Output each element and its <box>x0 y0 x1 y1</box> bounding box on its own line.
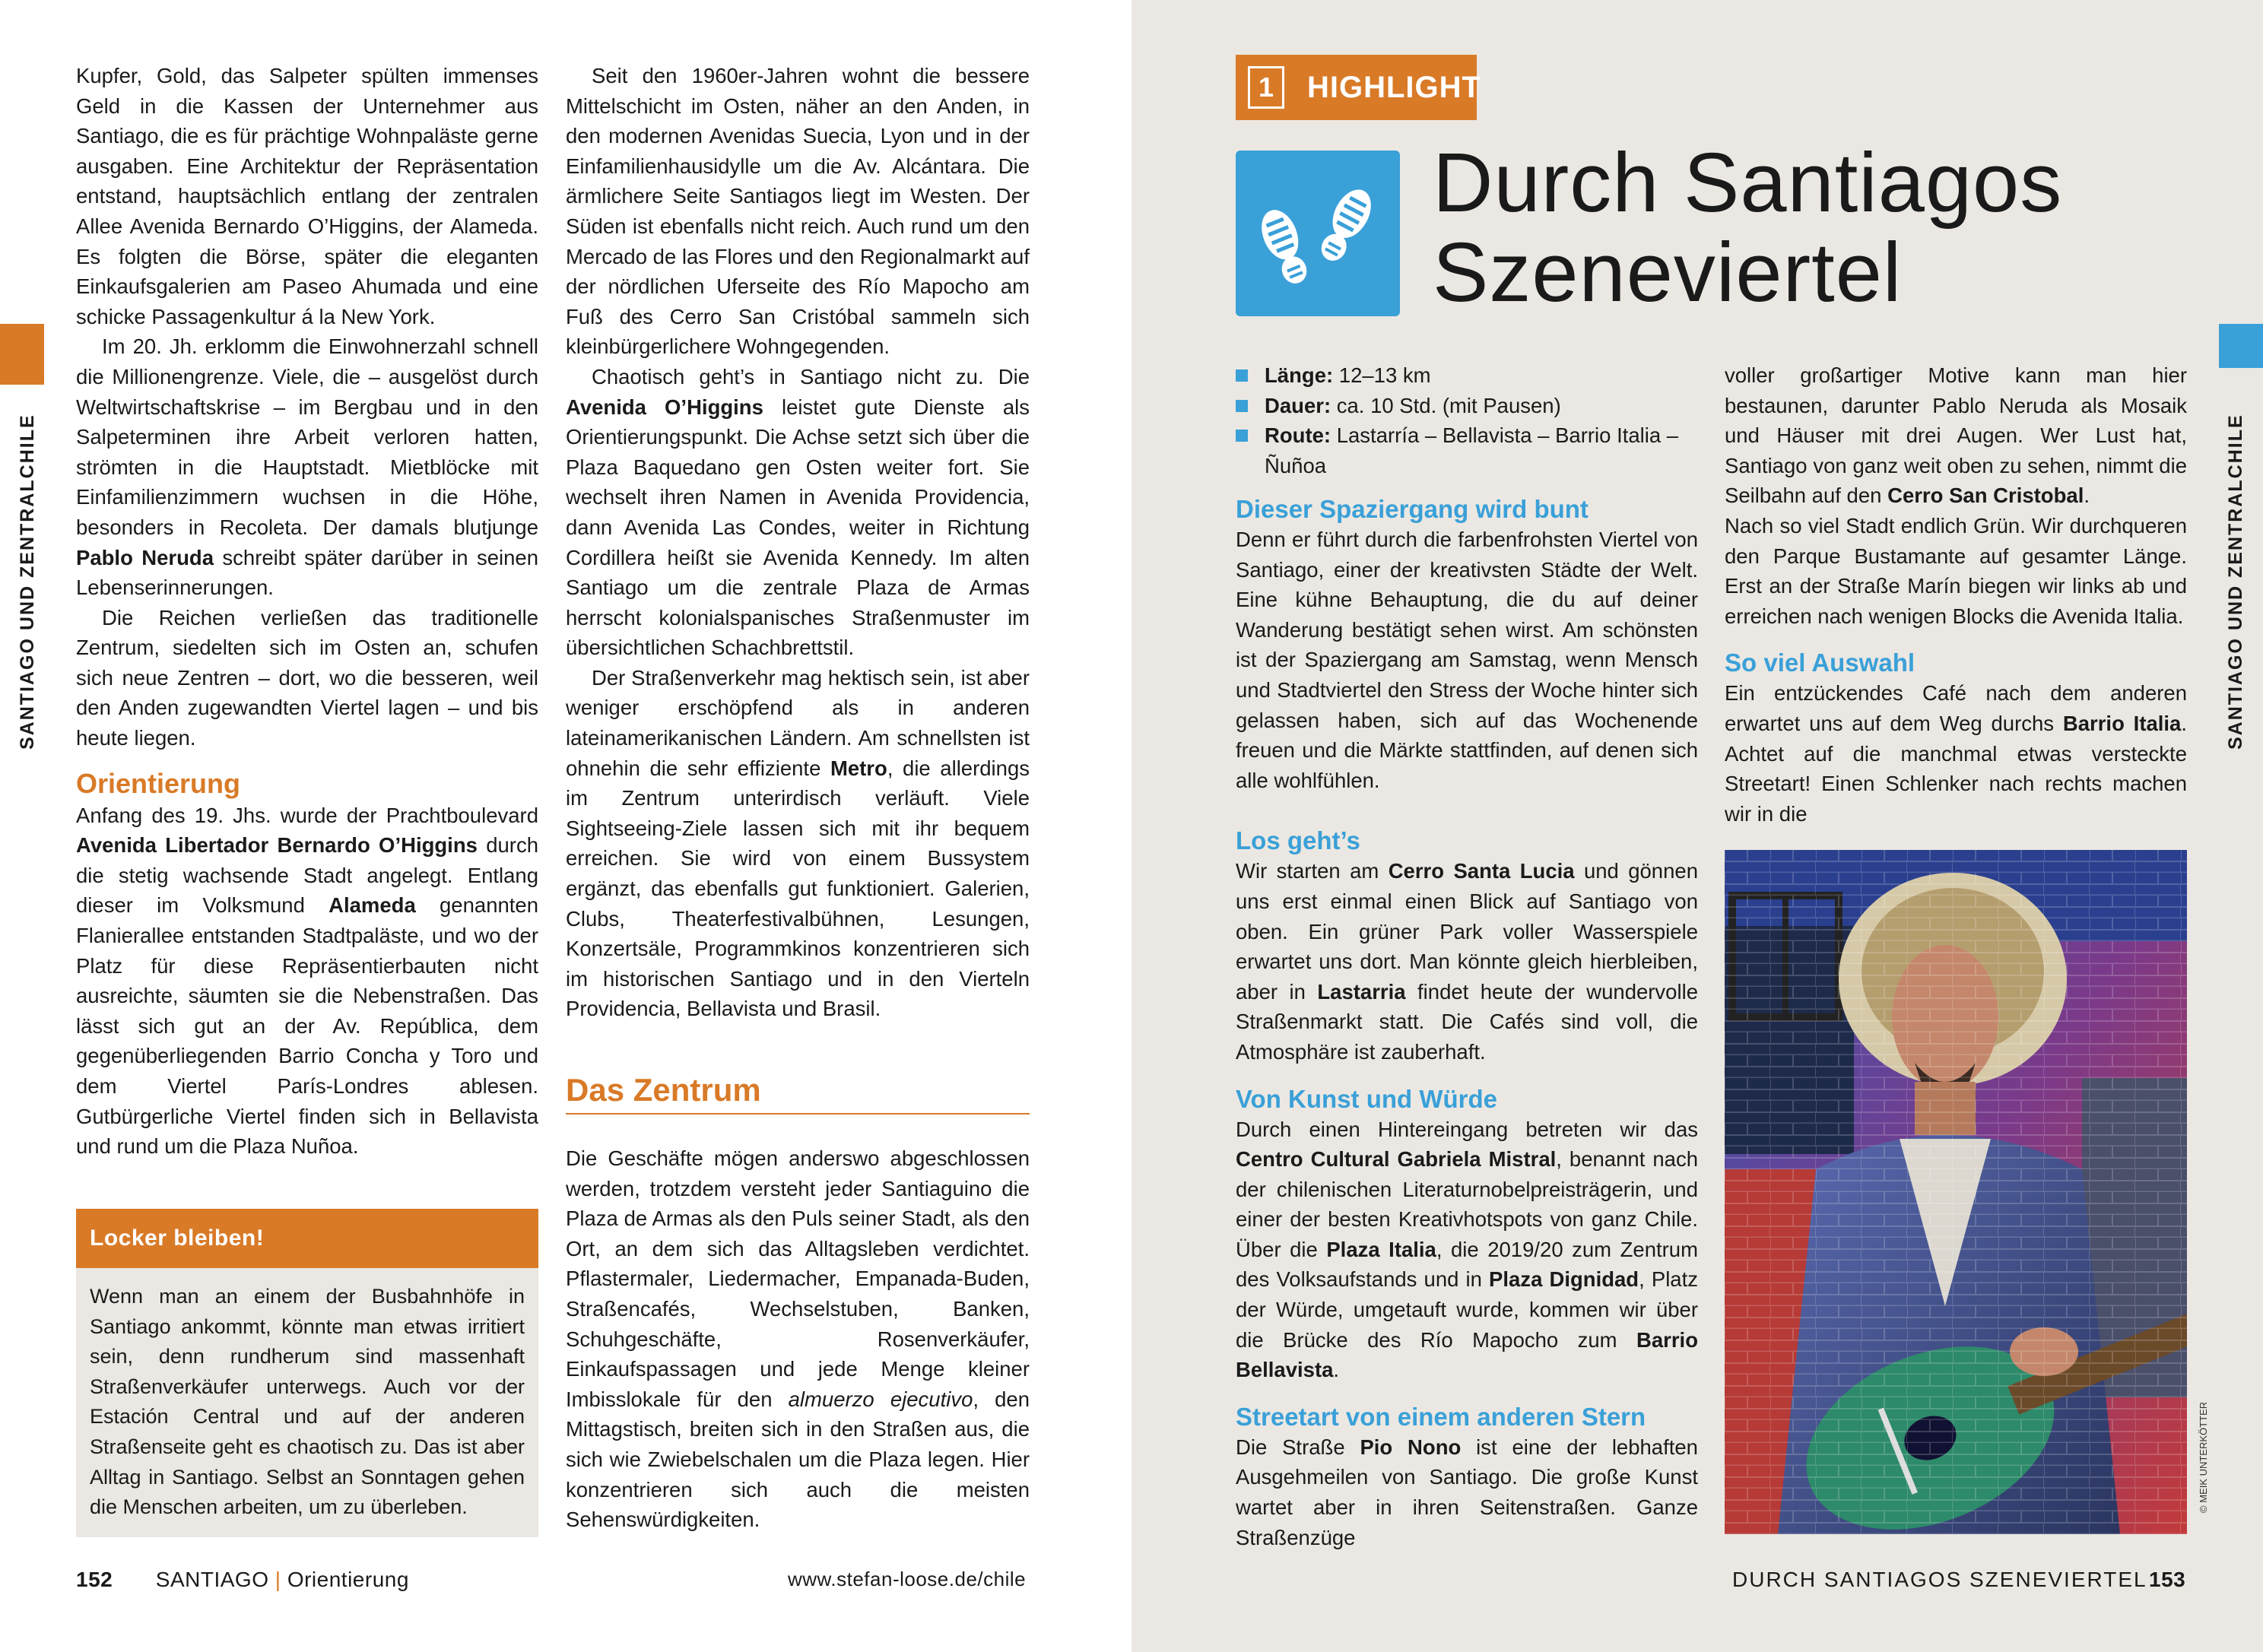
left-column-1 <box>76 61 538 1162</box>
section-heading: So viel Auswahl <box>1725 648 1915 677</box>
right-column-2 <box>1725 360 2187 829</box>
section-heading: Streetart von einem anderen Stern <box>1236 1402 1646 1431</box>
paragraph: Die Geschäfte mögen anderswo abgeschlossen werden, trotzdem versteht jeder Santiaguino die Plaza de Armas als den Puls seiner Stadt, als den Ort, an dem sich das Alltagsleben verdichtet. Pflastermaler, Liedermacher, Empanada-Buden, Straßencafés, Wechselstuben, Banken, Schuhgeschäfte, Rosenverkäufer, Einkaufspassagen und jede Menge kleiner Imbisslokale für den almuerzo ejecutivo, den Mittagstisch, breiten sich in den Straßen aus, die sich wie Zwiebelschalen um die Plaza legen. Hier konzentrieren sich auch die meisten Sehenswürdigkeiten. <box>566 1146 1030 1532</box>
paragraph: Wir starten am Cerro Santa Lucia und gönnen uns erst einmal einen Blick auf Santiago von oben. Ein grüner Park voller Wasserspiele erwartet uns dort. Man könnte gleich hierbleiben, aber in Lastarria findet heute der wundervolle Straßenmarkt statt. Die Cafés sind voll, die Atmosphäre ist zauberhaft. <box>1236 859 1698 1064</box>
paragraph: Die Reichen verließen das traditionelle Zentrum, siedelten sich im Osten an, schufen sich neue Zentren – dort, wo die besseren, weil den Anden zugewandten Viertel lagen – und bis heute liegen. <box>76 605 538 750</box>
paragraph: Seit den 1960er-Jahren wohnt die bessere Mittelschicht im Osten, näher an den Anden, in den modernen Avenidas Suecia, Lyon und in der Einfamilienhausidylle um die Av. Alcántara. Die ärmlichere Seite Santiagos liegt im Westen. Der Süden ist ebenfalls nicht reich. Auch rund um den Mercado de las Flores und den Regionalmarkt auf der nördlichen Uferseite des Río Mapocho am Fuß des Cerro San Cristóbal sammeln sich kleinbürgerlichere Wohngegenden. <box>566 64 1030 359</box>
paragraph: Kupfer, Gold, das Salpeter spülten immenses Geld in die Kassen der Unternehmer aus Santiago, die es für prächtige Wohnpaläste gerne ausgaben. Eine Architektur der Repräsentation entstand, hauptsächlich entlang der zentralen Allee Avenida Bernardo O’Higgins, der Alameda. Es folgten die Börse, später die eleganten Einkaufsgalerien am Paseo Ahumada und eine schicke Passagenkultur á la New York. <box>76 64 538 328</box>
chapter-side-label: SANTIAGO UND ZENTRALCHILE <box>17 414 38 750</box>
tip-box <box>76 1209 538 1537</box>
paragraph: Chaotisch geht’s in Santiago nicht zu. Die Avenida O’Higgins leistet gute Dienste als Orientierungspunkt. Die Achse setzt sich über die Plaza Baquedano gen Osten weiter fort. Sie wechselt ihren Namen in Avenida Providencia, dann Avenida Las Condes, weiter in Richtung Cordillera heißt sie Avenida Kennedy. Im alten Santiago um die zentrale Plaza de Armas herrscht kolonialspanisches Straßenmuster im übersichtlichen Schachbrettstil. <box>566 364 1030 660</box>
left-footer <box>76 1568 409 1592</box>
left-column-2-lower <box>566 1143 1030 1535</box>
paragraph: Denn er führt durch die farbenfrohsten Viertel von Santiago, einer der kreativsten Städte der Welt. Eine kühne Behauptung, die du auf deiner Wanderung bestätigt sehen wirst. Am schönsten ist der Spaziergang am Samstag, wenn Mensch und Stadtviertel den Stress der Woche hinter sich gelassen haben, sich auf das Wochenende freuen und die Märkte stattfinden, auf denen sich alle wohlfühlen. <box>1236 528 1698 792</box>
route-facts <box>1236 360 1692 480</box>
tip-box-text: Wenn man an einem der Busbahnhöfe in Santiago ankommt, könnte man etwas irritiert sein, denn rundherum sind massenhaft Straßenverkäufer unterwegs. Auch vor der Estación Central und auf der anderen Straßenseite geht es chaotisch zu. Das ist aber Alltag in Santiago. Selbst an Sonntagen gehen die Menschen arbeiten, um zu überleben. <box>90 1285 525 1519</box>
paragraph: Der Straßenverkehr mag hektisch sein, ist aber weniger erschöpfend als in anderen lateinamerikanischen Ländern. Am schnellsten ist ohnehin die sehr effiziente Metro, die allerdings im Zentrum unterirdisch verläuft. Viele Sightseeing-Ziele lassen sich mit ihr bequem erreichen. Sie wird von einem Bussystem ergänzt, das ebenfalls gut funktioniert. Galerien, Clubs, Theaterfestivalbühnen, Lesungen, Konzertsäle, Programmkinos konzentrieren sich im historischen Santiago und in den Vierteln Providencia, Bellavista und Brasil. <box>566 665 1030 1021</box>
paragraph: Im 20. Jh. erklomm die Einwohnerzahl schnell die Millionengrenze. Viele, die – ausgelöst durch Weltwirtschaftskrise – im Bergbau und in den Salpeterminen ihre Arbeit verloren hatten, strömten in die Hauptstadt. Mietblöcke mit Einfamilienzimmern wuchsen in die Höhe, besonders in Recoleta. Der damals blutjunge Pablo Neruda schreibt später darüber in seinen Lebenserinnerungen. <box>76 335 538 600</box>
left-column-2 <box>566 61 1030 1024</box>
paragraph: Anfang des 19. Jhs. wurde der Prachtboulevard Avenida Libertador Bernardo O’Higgins durch die stetig wachsende Stadt angelegt. Entlang dieser im Volksmund Alameda genannten Flanierallee entstanden Stadtpaläste, und wo der Platz für diese Repräsentierbauten nicht ausreichte, säumten sie die Nebenstraßen. Das lässt sich gut an der Av. República, dem gegenüberliegenden Barrio Concha y Toro und dem Viertel París-Londres ablesen. Gutbürgerliche Viertel finden sich in Bellavista und rund um die Plaza Nuñoa. <box>76 803 539 1159</box>
highlight-badge <box>1236 55 1481 120</box>
page-number: 152 <box>76 1568 113 1591</box>
fact-route: Route: Lastarría – Bellavista – Barrio Italia – Ñuñoa <box>1236 420 1692 480</box>
footer-subsection: Orientierung <box>287 1568 409 1591</box>
highlight-number: 1 <box>1248 66 1284 109</box>
chapter-tab <box>2219 324 2263 368</box>
paragraph: Ein entzückendes Café nach dem anderen erwartet uns auf dem Weg durchs Barrio Italia. Achtet auf die manchmal etwas versteckte Streetart! Einen Schlenker nach rechts machen wir in die <box>1725 681 2187 826</box>
streetart-mural-photo <box>1725 850 2187 1534</box>
fact-length: Länge: 12–13 km <box>1236 360 1692 391</box>
highlight-label: HIGHLIGHT <box>1307 71 1481 104</box>
tip-box-title: Locker bleiben! <box>76 1209 538 1268</box>
page-number: 153 <box>2149 1568 2186 1591</box>
fact-duration: Dauer: ca. 10 Std. (mit Pausen) <box>1236 391 1692 421</box>
right-footer-running-head: DURCH SANTIAGOS SZENEVIERTEL <box>1732 1568 2147 1591</box>
footer-url[interactable]: www.stefan-loose.de/chile <box>788 1568 1027 1590</box>
right-column-1 <box>1236 494 1698 1552</box>
paragraph: Die Straße Pio Nono ist eine der lebhaften Ausgehmeilen von Santiago. Die große Kunst wartet aber in ihren Seitenstraßen. Ganze Straßenzüge <box>1236 1435 1698 1549</box>
highlight-title: Durch Santiagos Szeneviertel <box>1433 136 2063 319</box>
photo-credit: © MEIK UNTERKÖTTER <box>2198 1401 2209 1513</box>
section-heading: Dieser Spaziergang wird bunt <box>1236 495 1589 523</box>
section-heading-zentrum: Das Zentrum <box>566 1073 1030 1115</box>
paragraph: Durch einen Hintereingang betreten wir das Centro Cultural Gabriela Mistral, benannt nach der chilenischen Literaturnobelpreisträgerin, und einer der besten Kreativhotspots von ganz Chile. Über die Plaza Italia, die 2019/20 zum Zentrum des Volksaufstands und in Plaza Dignidad, Platz der Würde, umgetauft wurde, kommen wir über die Brücke des Río Mapocho zum Barrio Bellavista. <box>1236 1117 1698 1382</box>
section-heading: Orientierung <box>76 767 241 799</box>
paragraph: voller großartiger Motive kann man hier bestaunen, darunter Pablo Neruda als Mosaik und Häuser mit drei Augen. Wer Lust hat, Santiago von ganz weit oben zu sehen, nimmt die Seilbahn auf den Cerro San Cristobal. <box>1725 363 2187 508</box>
footer-section: SANTIAGO <box>155 1568 269 1591</box>
section-heading: Los geht’s <box>1236 826 1360 855</box>
section-heading: Von Kunst und Würde <box>1236 1084 1498 1113</box>
chapter-side-label: SANTIAGO UND ZENTRALCHILE <box>2225 414 2246 750</box>
footer-separator: | <box>275 1568 281 1591</box>
paragraph: Nach so viel Stadt endlich Grün. Wir durchqueren den Parque Bustamante auf gesamter Länge. Erst an der Straße Marín biegen wir links ab und erreichen nach wenigen Blocks die Avenida Italia. <box>1725 513 2187 628</box>
footprints-icon <box>1236 151 1400 316</box>
chapter-tab <box>0 324 44 385</box>
